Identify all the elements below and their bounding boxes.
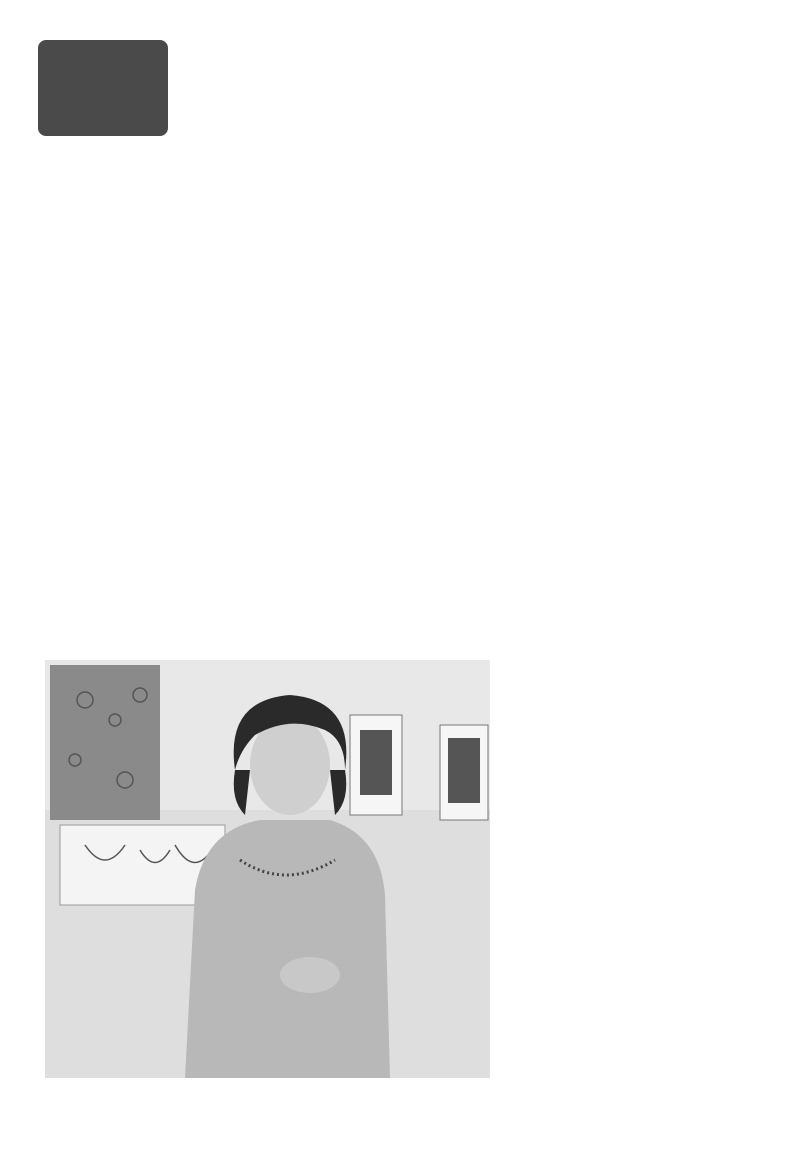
portrait-photo-image: [45, 660, 490, 1078]
portrait-photo: [45, 660, 490, 1078]
article-bottom-columns: [495, 640, 695, 1100]
headline: [705, 238, 775, 838]
kanagawa-job-badge: [38, 40, 168, 136]
article-top-columns: [45, 238, 685, 638]
